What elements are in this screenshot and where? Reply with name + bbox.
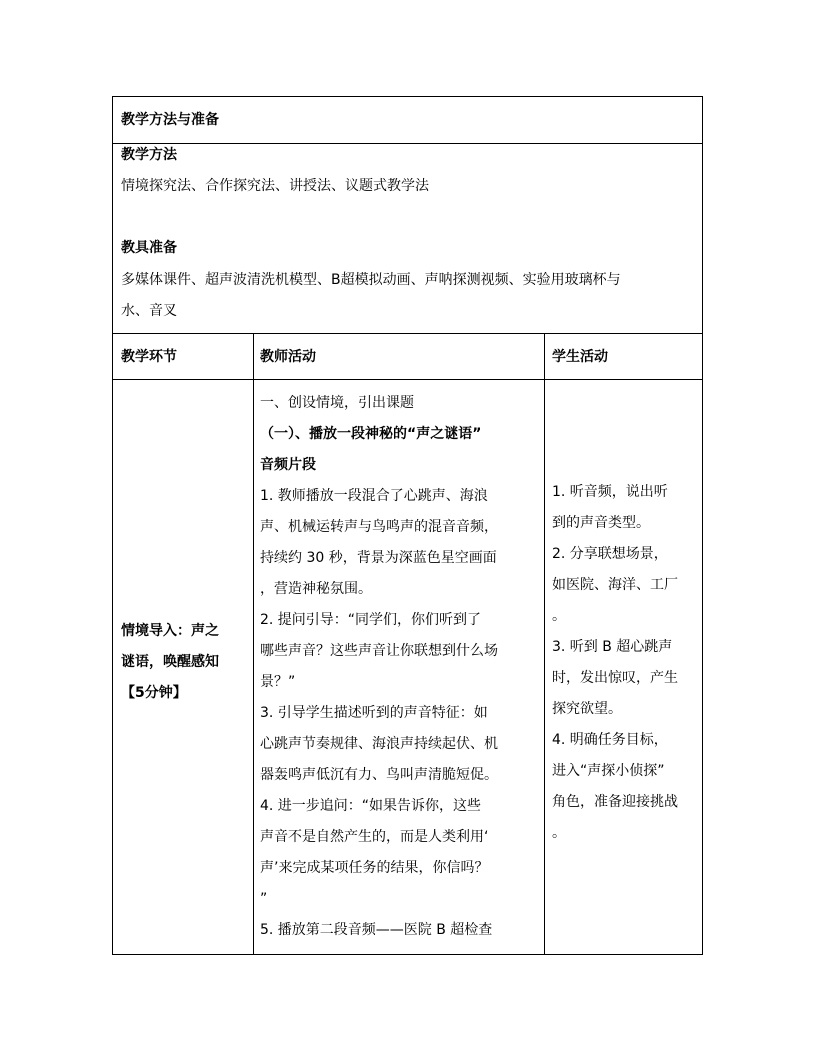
row-divider: [113, 379, 702, 380]
column-header-teacher: 教师活动: [260, 349, 316, 365]
student-line: 进入“声探小侦探”: [552, 763, 665, 779]
phase-cell: [121, 616, 219, 709]
student-activity-cell: [552, 477, 678, 849]
student-line: 4. 明确任务目标，: [552, 732, 668, 748]
teacher-line: 景？”: [260, 674, 296, 690]
row-divider: [113, 143, 702, 144]
teacher-line: 哪些声音？这些声音让你联想到什么场: [260, 643, 498, 659]
teacher-line: 1. 教师播放一段混合了心跳声、海浪: [260, 488, 488, 504]
student-line: 2. 分享联想场景，: [552, 546, 668, 562]
methods-heading: 教学方法: [121, 147, 177, 163]
teacher-line: 3. 引导学生描述听到的声音特征：如: [260, 705, 488, 721]
student-line: 。: [552, 608, 566, 624]
teacher-line: 5. 播放第二段音频——医院 B 超检查: [260, 922, 493, 938]
teacher-line: 音频片段: [260, 457, 316, 473]
teacher-line: （一）、播放一段神秘的“声之谜语”: [260, 426, 482, 442]
student-line: 角色，准备迎接挑战: [552, 794, 678, 810]
phase-line: 情境导入：声之: [121, 623, 219, 639]
student-line: 到的声音类型。: [552, 515, 650, 531]
student-line: 如医院、海洋、工厂: [552, 577, 678, 593]
column-header-phase: 教学环节: [121, 349, 177, 365]
teacher-line: ”: [260, 891, 268, 907]
tools-heading: 教具准备: [121, 240, 177, 256]
student-line: 探究欲望。: [552, 701, 622, 717]
teacher-activity-cell: [260, 388, 498, 946]
teacher-line: ，营造神秘氛围。: [260, 581, 372, 597]
phase-line: 谜语，唤醒感知: [121, 654, 219, 670]
section-title: 教学方法与准备: [121, 112, 219, 128]
column-header-student: 学生活动: [552, 349, 608, 365]
tools-line: 多媒体课件、超声波清洗机模型、B超模拟动画、声呐探测视频、实验用玻璃杯与: [121, 272, 621, 288]
teacher-line: 持续约 30 秒，背景为深蓝色星空画面: [260, 550, 497, 566]
teacher-line: 4. 进一步追问：“如果告诉你，这些: [260, 798, 482, 814]
teacher-line: 声、机械运转声与鸟鸣声的混音音频，: [260, 519, 498, 535]
student-line: 时，发出惊叹，产生: [552, 670, 678, 686]
tools-line: 水、音叉: [121, 303, 177, 319]
teacher-line: 一、创设情境，引出课题: [260, 395, 414, 411]
teacher-line: 声’来完成某项任务的结果，你信吗？: [260, 860, 489, 876]
teacher-line: 2. 提问引导：“同学们，你们听到了: [260, 612, 482, 628]
student-line: 。: [552, 825, 566, 841]
column-divider: [253, 333, 254, 955]
teacher-line: 声音不是自然产生的，而是人类利用‘: [260, 829, 489, 845]
phase-line: 【5分钟】: [121, 685, 187, 701]
teacher-line: 器轰鸣声低沉有力、鸟叫声清脆短促。: [260, 767, 498, 783]
row-divider: [113, 333, 702, 334]
student-line: 3. 听到 B 超心跳声: [552, 639, 673, 655]
column-divider: [544, 333, 545, 955]
student-line: 1. 听音频，说出听: [552, 484, 668, 500]
methods-text: 情境探究法、合作探究法、讲授法、议题式教学法: [121, 178, 429, 194]
lesson-plan-table: [112, 96, 703, 955]
teacher-line: 心跳声节奏规律、海浪声持续起伏、机: [260, 736, 498, 752]
